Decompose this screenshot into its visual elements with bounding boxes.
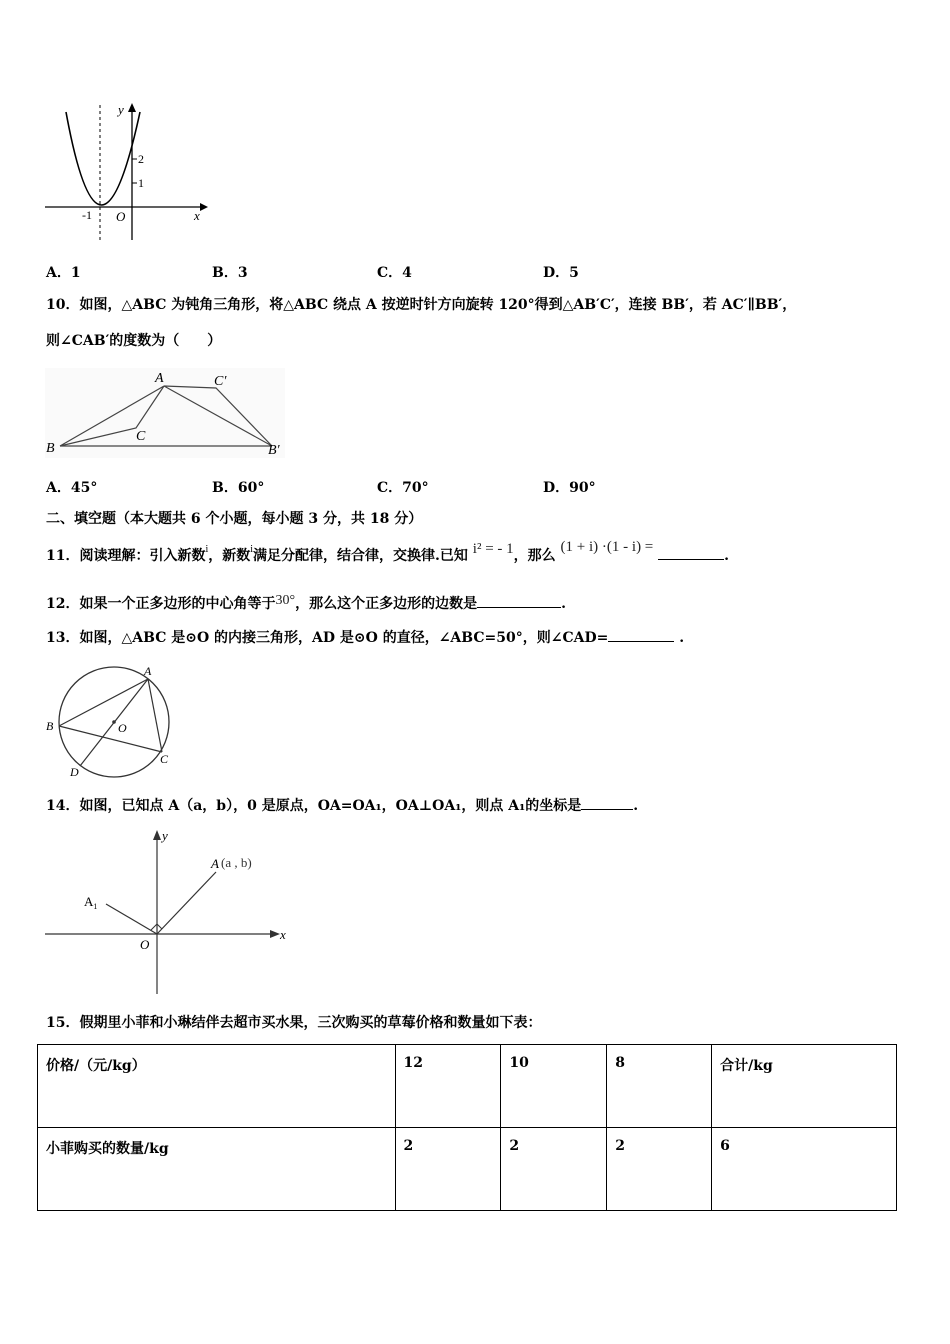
origin-label: O xyxy=(116,209,126,224)
label-c: C xyxy=(136,429,146,444)
q12-part1: 12．如果一个正多边形的中心角等于 xyxy=(46,596,276,612)
label-d: D xyxy=(70,765,79,779)
q10-option-c[interactable]: C．70° xyxy=(377,480,429,496)
q13-circle-figure xyxy=(40,662,190,782)
table-cell: 6 xyxy=(712,1128,897,1211)
label-b: B xyxy=(46,441,55,456)
q10-text-line2: 则∠CAB′的度数为（ ） xyxy=(46,333,222,349)
label-cp: C′ xyxy=(214,374,227,389)
label-bp: B′ xyxy=(268,443,280,458)
label-a1 xyxy=(84,894,97,911)
q14-end: . xyxy=(633,798,639,814)
label-o: O xyxy=(140,937,150,952)
table-cell: 12 xyxy=(395,1045,501,1128)
q14-answer-blank[interactable] xyxy=(581,795,633,810)
q13-end: . xyxy=(679,630,685,646)
q11-part4: ，那么 xyxy=(513,548,556,564)
q10-rotation-figure xyxy=(40,366,290,461)
q10-option-b[interactable]: B．60° xyxy=(212,480,265,496)
q13-body: 13．如图，△ABC 是⊙O 的内接三角形，AD 是⊙O 的直径，∠ABC=50°，则∠CAD= xyxy=(46,630,609,646)
q14-coordinate-figure xyxy=(40,826,300,998)
q12-text xyxy=(46,593,566,615)
y-axis-arrow xyxy=(153,830,161,840)
q12-answer-blank[interactable] xyxy=(477,593,561,608)
label-c: C xyxy=(160,752,169,766)
q12-part2: ，那么这个正多边形的边数是 xyxy=(295,596,478,612)
label-a1-letter: A xyxy=(84,894,94,909)
y-axis-arrow xyxy=(128,103,136,112)
figure-background xyxy=(45,368,285,458)
q10-text-line1: 10．如图，△ABC 为钝角三角形，将△ABC 绕点 A 按逆时针方向旋转 120°得到△AB′C′，连接 BB′，若 AC′∥BB′， xyxy=(46,297,797,313)
label-a: A xyxy=(144,664,152,678)
table-cell: 小菲购买的数量/kg xyxy=(38,1128,396,1211)
q11-i-symbol-1: i xyxy=(205,544,209,555)
y-axis-label: y xyxy=(118,102,124,117)
q11-part1: 11．阅读理解：引入新数 xyxy=(46,548,206,564)
table-cell: 10 xyxy=(501,1045,607,1128)
q11-part2: ，新数 xyxy=(208,548,251,564)
table-cell: 合计/kg xyxy=(712,1045,897,1128)
segment-oa xyxy=(157,872,216,934)
q11-text xyxy=(46,539,730,568)
tick-label-neg1: -1 xyxy=(82,208,92,222)
table-row-price xyxy=(38,1045,897,1128)
label-a1-subscript: 1 xyxy=(93,902,98,911)
label-y: y xyxy=(162,828,168,843)
q15-text: 15．假期里小菲和小琳结伴去超市买水果，三次购买的草莓价格和数量如下表： xyxy=(46,1015,542,1031)
center-dot xyxy=(112,720,116,724)
q10-option-d[interactable]: D．90° xyxy=(543,480,596,496)
q11-i-symbol-2: i xyxy=(250,544,254,555)
q12-angle: 30° xyxy=(275,593,296,608)
side-bc xyxy=(59,726,162,752)
table-cell: 价格/（元/kg） xyxy=(38,1045,396,1128)
q11-end: . xyxy=(724,548,730,564)
tick-label-1: 1 xyxy=(138,176,144,190)
x-axis-arrow xyxy=(200,203,208,211)
q11-part3: 满足分配律，结合律，交换律.已知 xyxy=(253,548,468,564)
table-cell: 2 xyxy=(395,1128,501,1211)
q9-option-d[interactable]: D．5 xyxy=(543,265,579,281)
parabola-curve xyxy=(66,112,140,205)
q14-text xyxy=(46,795,638,816)
label-x: x xyxy=(280,927,286,942)
q13-answer-blank[interactable] xyxy=(608,627,674,642)
q11-equation-i-squared: i² = - 1 xyxy=(472,541,514,557)
q12-end: . xyxy=(561,596,566,612)
label-a-coord: (a , b) xyxy=(221,855,252,870)
q11-equation-product: (1 + i) ·(1 - i) = xyxy=(560,539,654,555)
q9-option-a[interactable]: A．1 xyxy=(46,265,81,281)
table-cell: 8 xyxy=(607,1045,712,1128)
x-axis-arrow xyxy=(270,930,280,938)
x-axis-label: x xyxy=(194,208,200,223)
label-a: A xyxy=(211,856,219,871)
table-cell: 2 xyxy=(607,1128,712,1211)
segment-oa1 xyxy=(106,904,157,934)
label-b: B xyxy=(46,719,54,733)
side-ac xyxy=(148,679,162,752)
label-a: A xyxy=(155,371,164,386)
q14-body: 14．如图，已知点 A（a，b），0 是原点，OA=OA₁，OA⊥OA₁，则点 A₁的坐标是 xyxy=(46,798,582,814)
q11-answer-blank[interactable] xyxy=(658,545,724,560)
section-2-heading: 二、填空题（本大题共 6 个小题，每小题 3 分，共 18 分） xyxy=(46,511,423,527)
q9-option-b[interactable]: B．3 xyxy=(212,265,248,281)
tick-label-2: 2 xyxy=(138,152,144,166)
label-o: O xyxy=(118,721,127,735)
q9-parabola-graph xyxy=(40,100,220,245)
q10-option-a[interactable]: A．45° xyxy=(46,480,98,496)
table-cell: 2 xyxy=(501,1128,607,1211)
q15-table xyxy=(37,1044,897,1211)
q9-option-c[interactable]: C．4 xyxy=(377,265,412,281)
table-row-xiaofei xyxy=(38,1128,897,1211)
q13-text xyxy=(46,627,684,648)
